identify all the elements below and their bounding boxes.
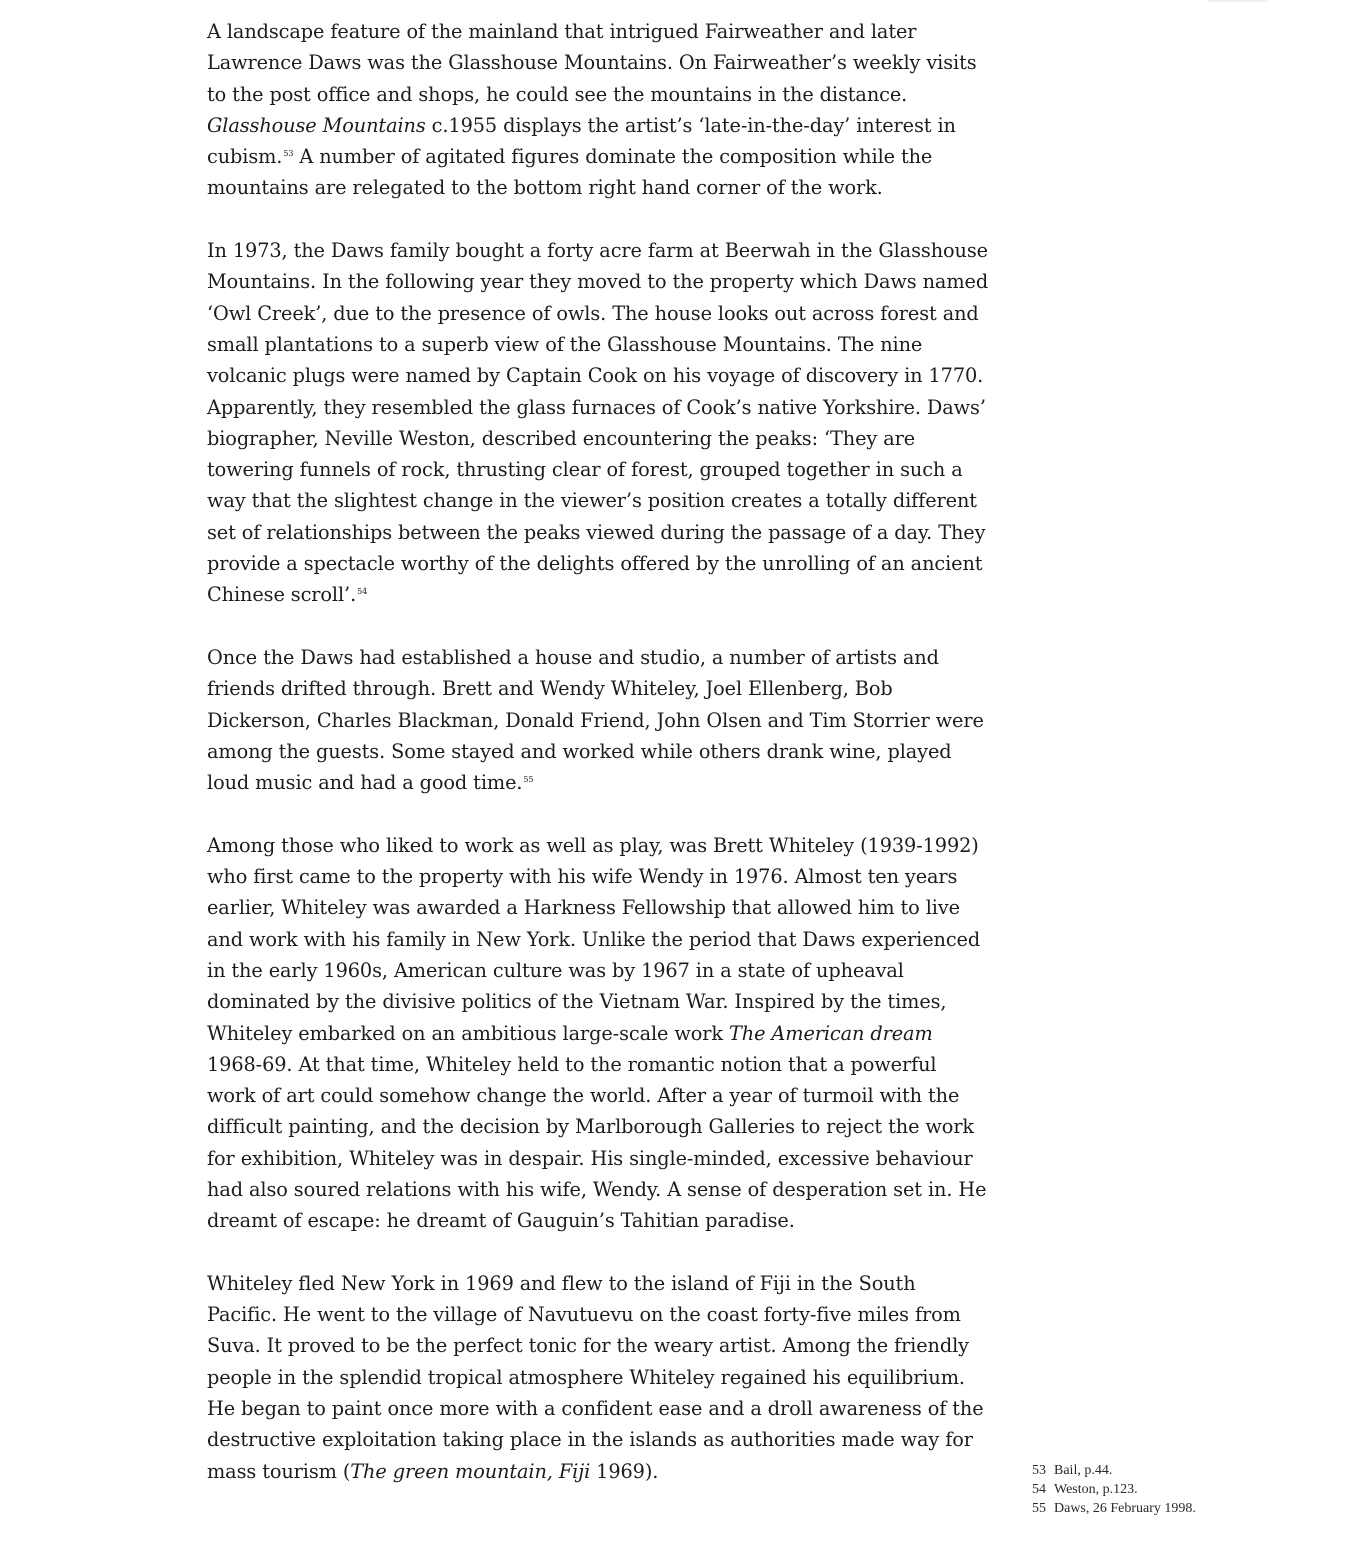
footnote-text: Daws, 26 February 1998.	[1054, 1501, 1196, 1516]
paragraph-text: A number of agitated figures dominate the composition while the mountains are relegated to the bottom right hand corner of the work.	[207, 145, 933, 200]
footnote-number: 55	[1032, 1501, 1046, 1516]
paragraph-text: Whiteley fled New York in 1969 and flew to the island of Fiji in the South Pacific. He went to the village of Navutuevu on the coast forty-five miles from Suva. It proved to be the perfect tonic for the weary artist. Among the friendly people in the splendid tropical atmosphere Whiteley regained his equilibrium. He began to paint once more with a confident ease and a droll awareness of the destructive exploitation taking place in the islands as authorities made way for mass tourism (	[207, 1271, 984, 1483]
artwork-title: The green mountain, Fiji	[350, 1459, 591, 1483]
paragraph-text: 1968-69. At that time, Whiteley held to the romantic notion that a powerful work of art could somehow change the world. After a year of turmoil with the difficult painting, and the decision by Marlborough Galleries to reject the work for exhibition, Whiteley was in despair. His single-minded, excessive behaviour had also soured relations with his wife, Wendy. A sense of desperation set in. He dreamt of escape: he dreamt of Gauguin’s Tahitian paradise.	[207, 1052, 987, 1233]
footnotes	[1032, 1461, 1352, 1518]
footnote-55	[1032, 1499, 1352, 1518]
footnote-text: Bail, p.44.	[1054, 1463, 1113, 1478]
paragraph-1	[207, 16, 997, 204]
footnote-53	[1032, 1461, 1352, 1480]
artwork-title: The American dream	[729, 1021, 933, 1045]
paragraph-2	[207, 235, 997, 611]
paragraph-text: Once the Daws had established a house and studio, a number of artists and friends drifted through. Brett and Wendy Whiteley, Joel Ellenberg, Bob Dickerson, Charles Blackman, Donald Friend, John Olsen and Tim Storrier were among the guests. Some stayed and worked while others drank wine, played loud music and had a good time.	[207, 645, 984, 795]
paragraph-text: c.1955 displays the artist’s ‘late-in-the-day’ interest in cubism.	[207, 113, 956, 169]
paragraph-5	[207, 1268, 997, 1487]
body-text	[207, 16, 997, 1518]
footnote-number: 53	[1032, 1463, 1046, 1478]
paragraph-text: Among those who liked to work as well as play, was Brett Whiteley (1939-1992) who first came to the property with his wife Wendy in 1976. Almost ten years earlier, Whiteley was awarded a Harkness Fellowship that allowed him to live and work with his family in New York. Unlike the period that Daws experienced in the early 1960s, American culture was by 1967 in a state of upheaval dominated by the divisive politics of the Vietnam War. Inspired by the times, Whiteley embarked on an ambitious large-scale work	[207, 833, 981, 1045]
paragraph-3	[207, 642, 997, 798]
footnote-marker-53: 53	[283, 149, 294, 159]
paragraph-text: In 1973, the Daws family bought a forty acre farm at Beerwah in the Glasshouse Mountains. In the following year they moved to the property which Daws named ‘Owl Creek’, due to the presence of owls. The house looks out across forest and small plantations to a superb view of the Glasshouse Mountains. The nine volcanic plugs were named by Captain Cook on his voyage of discovery in 1770. Apparently, they resembled the glass furnaces of Cook’s native Yorkshire. Daws’ biographer, Neville Weston, described encountering the peaks: ‘They are towering funnels of rock, thrusting clear of forest, grouped together in such a way that the slightest change in the viewer’s position creates a totally different set of relationships between the peaks viewed during the passage of a day. They provide a spectacle worthy of the delights offered by the unrolling of an ancient Chinese scroll’.	[207, 239, 989, 607]
paragraph-text: A landscape feature of the mainland that intrigued Fairweather and later Lawrence Daws was the Glasshouse Mountains. On Fairweather’s weekly visits to the post office and shops, he could see the mountains in the distance.	[207, 20, 977, 106]
footnote-marker-55: 55	[523, 775, 534, 785]
footnote-marker-54: 54	[357, 587, 368, 597]
footnote-54	[1032, 1480, 1352, 1499]
paragraph-4	[207, 830, 997, 1237]
page-edge-mark	[1207, 0, 1267, 2]
footnote-number: 54	[1032, 1482, 1046, 1497]
footnote-text: Weston, p.123.	[1054, 1482, 1138, 1497]
paragraph-text: 1969).	[590, 1459, 659, 1483]
artwork-title: Glasshouse Mountains	[207, 113, 426, 137]
